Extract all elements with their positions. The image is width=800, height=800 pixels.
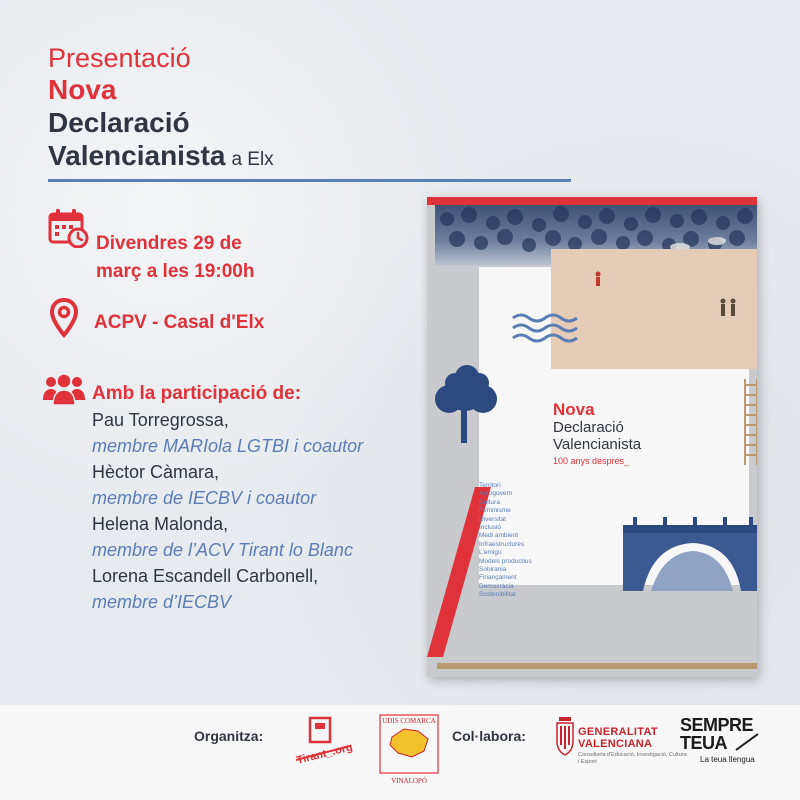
participant-role: membre MARIola LGTBI i coautor — [92, 436, 364, 456]
generalitat-name-1: GENERALITAT — [578, 726, 658, 738]
topic-item: Medi ambient — [479, 532, 519, 540]
topic-item: Models productius — [479, 557, 532, 565]
organitza-label: Organitza: — [194, 728, 264, 744]
title-block — [48, 42, 578, 173]
book-title-nova: Nova — [553, 400, 595, 419]
topic-item: Feminisme — [479, 507, 511, 515]
location-pin-icon — [50, 298, 78, 338]
people-icon — [42, 372, 86, 406]
ladder-illustration — [743, 379, 757, 470]
topic-item: Infraestructures — [479, 540, 525, 548]
topic-item: Finançament — [479, 574, 517, 582]
event-date-line2: març a les 19:00h — [96, 261, 255, 282]
topic-item: Territori — [479, 482, 501, 489]
topic-item: Sobirania — [479, 566, 507, 574]
participant-role: membre de IECBV i coautor — [92, 488, 317, 508]
slash-icon — [732, 732, 762, 752]
event-place: ACPV - Casal d'Elx — [94, 312, 265, 333]
book-cover — [427, 197, 757, 677]
colabora-label: Col·labora: — [452, 728, 526, 744]
book-subtitle: 100 anys després_ — [553, 456, 630, 466]
sempre-teua-tagline: La teua llengua — [700, 755, 755, 764]
participant-name: Hèctor Càmara, — [92, 462, 220, 482]
participant-name: Pau Torregrossa, — [92, 410, 229, 430]
topic-item: Inclusió — [479, 524, 502, 532]
book-top-stripe — [427, 197, 757, 205]
topic-item: Sostenibilitat — [479, 591, 516, 599]
event-date — [96, 230, 254, 286]
svg-text:UDIS COMARCA: UDIS COMARCA — [382, 717, 436, 725]
book-title-declaracio: Declaració — [553, 419, 624, 436]
book-title — [553, 401, 703, 466]
title-location: a Elx — [231, 149, 274, 170]
title-presentacio: Presentació — [48, 43, 191, 73]
generalitat-logo — [578, 726, 688, 765]
title-valencianista-line — [48, 139, 578, 173]
title-divider — [48, 179, 571, 182]
tirant-logo-text: Tirant_.org — [295, 741, 354, 767]
participant-name: Lorena Escandell Carbonell, — [92, 566, 319, 586]
event-date-line1: Divendres 29 de — [96, 233, 242, 254]
topic-item: Diversitat — [479, 515, 507, 523]
generalitat-name-2: VALENCIANA — [578, 738, 653, 750]
topic-item: Autogovern — [479, 490, 513, 498]
tree-illustration — [427, 365, 507, 452]
title-nova: Nova — [48, 74, 117, 105]
topic-item: Democràcia — [479, 582, 514, 590]
generalitat-emblem-icon — [555, 715, 575, 765]
participants-list — [92, 381, 422, 615]
sempre-teua-line2-text: TEUA — [680, 733, 727, 753]
sempre-teua-line1: SEMPRE — [680, 715, 754, 735]
svg-text:VINALOPÓ: VINALOPÓ — [391, 777, 427, 785]
participants-heading: Amb la participació de: — [92, 383, 302, 404]
participant-name: Helena Malonda, — [92, 514, 229, 534]
title-valencianista: Valencianista — [48, 140, 226, 171]
participant-role: membre de l’ACV Tirant lo Blanc — [92, 540, 353, 560]
sand-photo — [551, 249, 757, 369]
sempre-teua-line2 — [680, 734, 770, 752]
participant-role: membre d’IECBV — [92, 592, 232, 612]
iecbv-logo — [374, 707, 444, 787]
book-title-valencianista: Valencianista — [553, 436, 642, 453]
topic-item: Cultura — [479, 498, 500, 506]
bridge-illustration — [623, 515, 757, 596]
waves-icon — [511, 312, 581, 349]
calendar-icon — [48, 208, 90, 248]
book-topic-list — [479, 482, 559, 600]
title-declaracio: Declaració — [48, 107, 190, 138]
topic-item: L'emigu — [479, 549, 502, 557]
book-bottom-stripe — [437, 663, 757, 669]
sempre-teua-logo — [680, 716, 770, 764]
generalitat-department: Conselleria d'Educació, Investigació, Cultura i Esport — [578, 752, 687, 765]
